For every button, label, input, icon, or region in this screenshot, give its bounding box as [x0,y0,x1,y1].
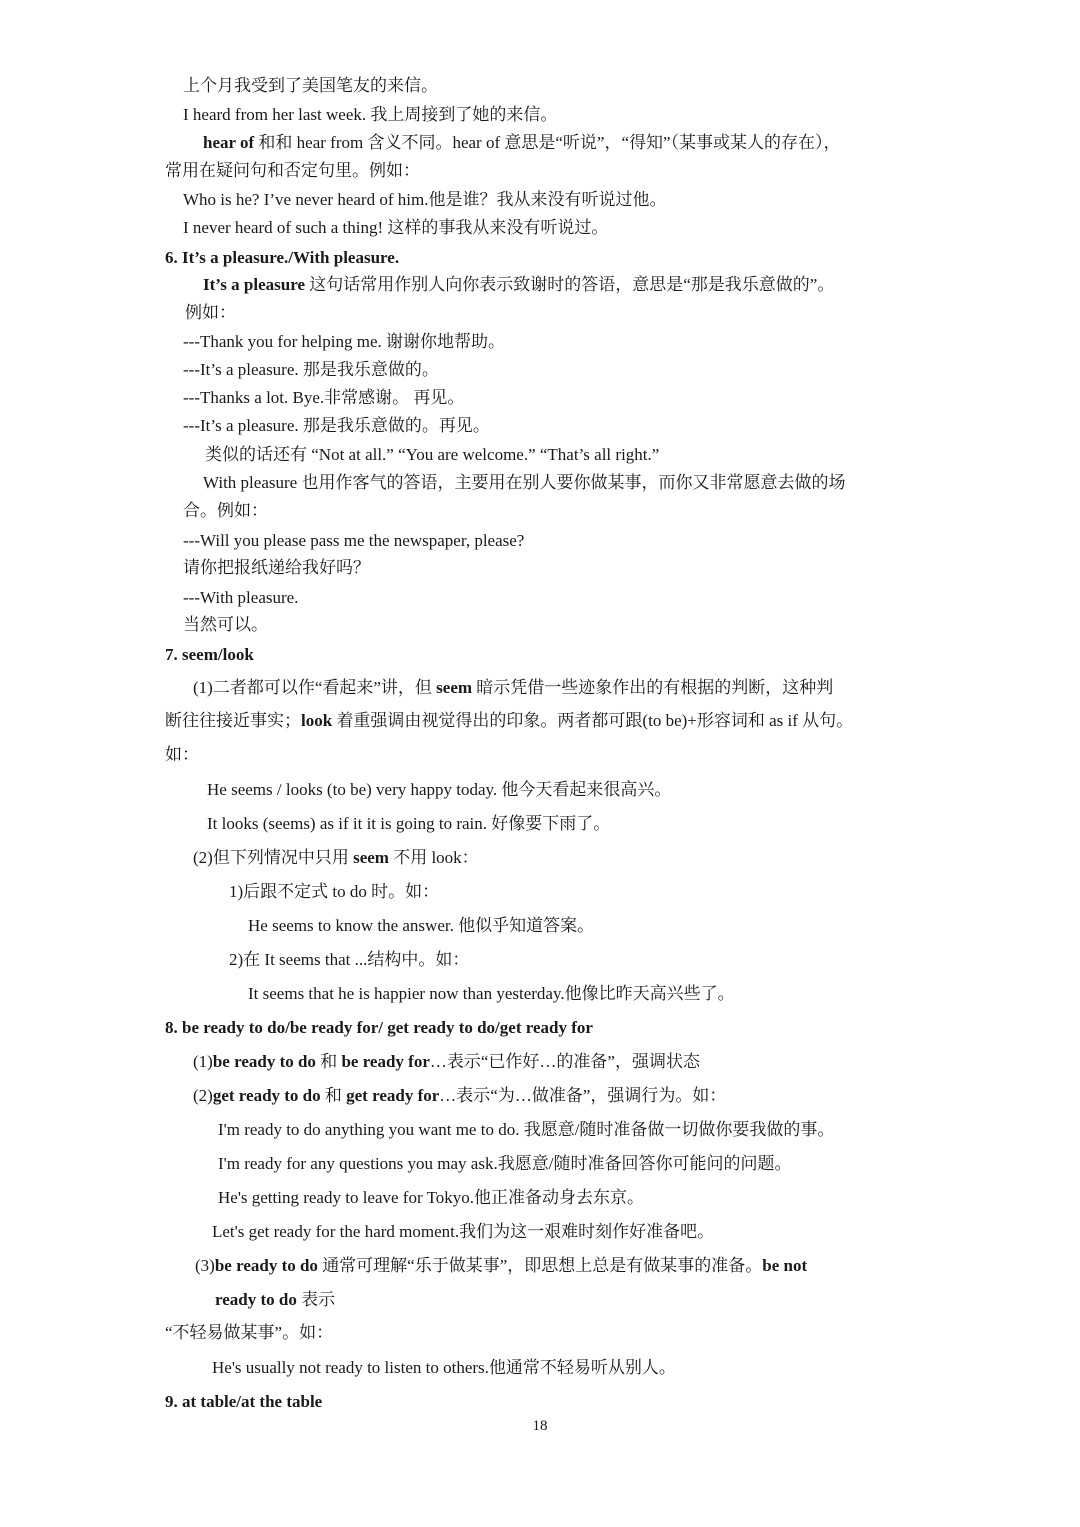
text: ---It’s a pleasure. 那是我乐意做的。 [183,360,439,379]
text: 上个月我受到了美国笔友的来信。 [183,76,438,95]
bold-term: be ready to do [212,1052,316,1071]
text-line [193,677,833,699]
text-line [218,1119,834,1141]
text: …表示“已作好…的准备”，强调状态 [429,1052,700,1071]
text-line [185,302,236,324]
text: …表示“为…做准备”，强调行为。如： [439,1086,727,1105]
text-line [165,160,420,182]
text: 类似的话还有 “Not at all.” “You are welcome.” “That’s all right.” [205,445,660,464]
text-line [183,557,370,579]
text: I'm ready to do anything you want me to do. 我愿意/随时准备做一切做你要我做的事。 [218,1120,835,1139]
text: ---Thank you for helping me. 谢谢你地帮助。 [183,332,505,351]
text-line [165,744,199,766]
text-line [183,75,438,97]
text: He's getting ready to leave for Tokyo.他正准备动身去东京。 [218,1188,645,1207]
text-line [165,1322,333,1344]
bold-term: be ready for [341,1052,430,1071]
text-line [183,331,505,353]
bold-term: ready to do [215,1290,297,1309]
text: 和 [315,1052,342,1071]
text-line [195,1255,807,1277]
text: 2)在 It seems that ...结构中。如： [229,950,470,969]
text: It seems that he is happier now than yesterday.他像比昨天高兴些了。 [248,984,735,1003]
text-line [183,530,524,552]
text: 这句话常用作别人向你表示致谢时的答语，意思是“那是我乐意做的”。 [305,275,835,294]
heading-text: 6. It’s a pleasure./With pleasure. [165,248,400,267]
text-line [183,614,268,636]
text-line [215,1289,335,1311]
text-line [218,1153,791,1175]
bold-term: hear of [203,133,255,152]
text-line [183,189,666,211]
text: (2)但下列情况中只用 [193,848,354,867]
text-line [203,132,841,154]
text: 请你把报纸递给我好吗？ [183,558,370,577]
text: 如： [165,745,199,764]
text: 合。例如： [183,501,268,520]
bold-term: look [301,711,333,730]
text: 和 [320,1086,347,1105]
text-line [183,359,439,381]
text-line [193,1051,700,1073]
text: 和和 hear from 含义不同。hear of 意思是“听说”，“得知”（某事或某人的存在）， [254,133,841,152]
text: He seems to know the answer. 他似乎知道答案。 [248,916,595,935]
text: ---Thanks a lot. Bye.非常感谢。 再见。 [183,388,465,407]
text: “不轻易做某事”。如： [165,1323,334,1342]
text: Let's get ready for the hard moment.我们为这一艰难时刻作好准备吧。 [212,1222,715,1241]
text-line [183,415,490,437]
text: Who is he? I’ve never heard of him.他是谁？我从来没有听说过他。 [183,190,667,209]
text-line [203,274,834,296]
text: (3) [195,1256,215,1275]
text-line [212,1221,714,1243]
text-line [183,104,557,126]
text: 不用 look： [388,848,479,867]
section-heading [165,1391,322,1413]
text: With pleasure 也用作客气的答语，主要用在别人要你做某事，而你又非常愿意去做的场 [203,473,846,492]
text: He's usually not ready to listen to others.他通常不轻易听从别人。 [212,1358,676,1377]
text: I heard from her last week. 我上周接到了她的来信。 [183,105,558,124]
text: 常用在疑问句和否定句里。例如： [165,161,420,180]
bold-term: seem [436,678,473,697]
text-line [193,847,479,869]
text-line [183,500,268,522]
text-line [207,813,610,835]
text: (1) [193,1052,213,1071]
section-heading [165,1017,593,1039]
bold-term: be not [762,1256,808,1275]
text-line [193,1085,726,1107]
text: ---With pleasure. [183,588,299,607]
text-line [165,710,853,732]
text-line [183,387,464,409]
text-line [183,217,608,239]
text: 表示 [296,1290,336,1309]
text: 通常可理解“乐于做某事”，即思想上总是有做某事的准备。 [317,1256,763,1275]
text-line [203,472,845,494]
bold-term: be ready to do [214,1256,318,1275]
heading-text: 8. be ready to do/be ready for/ get ready to do/get ready for [165,1018,593,1037]
bold-term: get ready for [346,1086,440,1105]
text-line [207,779,671,801]
text: 暗示凭借一些迹象作出的有根据的判断，这种判 [472,678,834,697]
text: 当然可以。 [183,615,268,634]
bold-term: It’s a pleasure [203,275,305,294]
text: He seems / looks (to be) very happy today. 他今天看起来很高兴。 [207,780,672,799]
text: ---It’s a pleasure. 那是我乐意做的。再见。 [183,416,490,435]
text: (2) [193,1086,213,1105]
text-line [218,1187,644,1209]
bold-term: get ready to do [212,1086,321,1105]
bold-term: seem [353,848,389,867]
text-line [248,915,594,937]
heading-text: 9. at table/at the table [165,1392,323,1411]
text: 例如： [185,303,236,322]
text-line [229,949,469,971]
page-number: 18 [532,1418,548,1434]
text: It looks (seems) as if it it is going to rain. 好像要下雨了。 [207,814,611,833]
heading-text: 7. seem/look [165,645,254,664]
text-line [183,587,298,609]
text: I never heard of such a thing! 这样的事我从来没有听说过。 [183,218,609,237]
text-line [229,881,439,903]
text-line [205,444,659,466]
section-heading [165,644,254,666]
text: 断往往接近事实； [165,711,301,730]
text: 着重强调由视觉得出的印象。两者都可跟(to be)+形容词和 as if 从句。 [332,711,854,730]
text-line [212,1357,676,1379]
text-line [248,983,735,1005]
text: (1)二者都可以作“看起来”讲，但 [193,678,437,697]
text: ---Will you please pass me the newspaper, please? [183,531,525,550]
section-heading [165,247,399,269]
text: I'm ready for any questions you may ask.我愿意/随时准备回答你可能问的问题。 [218,1154,792,1173]
text: 1)后跟不定式 to do 时。如： [229,882,440,901]
